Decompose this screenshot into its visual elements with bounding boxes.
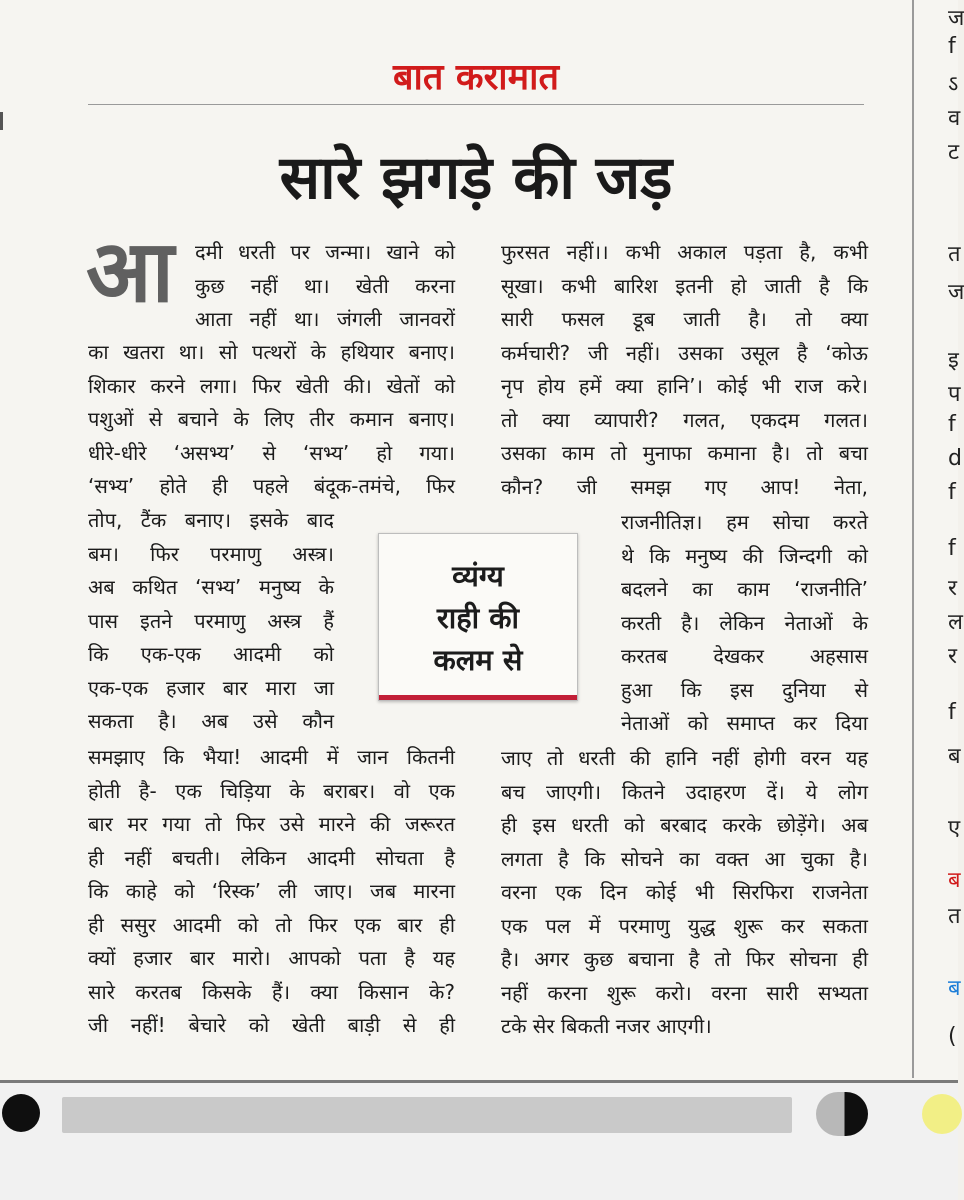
kicker-divider — [88, 104, 864, 105]
text-line: सूखा। कभी बारिश इतनी हो जाती है कि — [501, 273, 868, 298]
box-line-1: व्यंग्य — [452, 559, 504, 593]
text-line: आता नहीं था। जंगली जानवरों — [195, 307, 455, 331]
text-line: एक पल में परमाणु युद्ध शुरू कर सकता — [501, 913, 868, 938]
text-line: क्यों हजार बार मारो। आपको पता है यह — [88, 946, 455, 970]
fragment-text: f — [948, 700, 956, 725]
text-line: लगता है कि सोचने का वक्त आ चुका है। — [501, 846, 868, 871]
fragment-text: र — [948, 644, 957, 669]
col2-bottom-block — [501, 742, 868, 1044]
viewer-bottom-bar — [0, 1080, 958, 1200]
text-line: राजनीतिज्ञ। हम सोचा करते — [621, 510, 868, 534]
left-edge-mark — [0, 112, 3, 130]
col1-top-block — [195, 236, 455, 337]
col2-narrow-block — [621, 506, 868, 741]
fragment-text: ट — [948, 140, 960, 165]
text-line: कर्मचारी? जी नहीं। उसका उसूल है ‘कोऊ — [501, 340, 868, 365]
text-line: थे कि मनुष्य की जिन्दगी को — [621, 543, 868, 568]
fragment-text: त — [948, 904, 961, 929]
text-line: सकता है। अब उसे कौन — [88, 709, 334, 733]
text-line: अब कथित ‘सभ्य’ मनुष्य के — [88, 575, 334, 599]
horizontal-scroll-track[interactable] — [62, 1097, 792, 1133]
fragment-text: र — [948, 576, 957, 601]
fragment-text: इ — [948, 348, 959, 373]
text-line: तोप, टैंक बनाए। इसके बाद — [88, 508, 334, 532]
col1-bottom-block — [88, 741, 455, 1043]
text-line: सारे करतब किसके हैं। क्या किसान के? — [88, 979, 455, 1004]
fragment-text: d — [948, 446, 962, 471]
text-line: फुरसत नहीं।। कभी अकाल पड़ता है, कभी — [501, 240, 868, 264]
drop-cap: आ — [86, 222, 174, 322]
text-line: बच जाएगी। कितने उदाहरण दें। ये लोग — [501, 779, 868, 804]
text-line: टके सेर बिकती नजर आएगी। — [501, 1014, 712, 1038]
text-line: दमी धरती पर जन्मा। खाने को — [195, 240, 455, 264]
text-line: बार मर गया तो फिर उसे मारने की जरूरत — [88, 812, 455, 836]
section-kicker: बात करामात — [392, 57, 559, 98]
yellow-indicator-dot[interactable] — [922, 1094, 962, 1134]
text-line: नृप होय हमें क्या हानि’। कोई भी राज करे। — [501, 374, 868, 398]
text-line: कि काहे को ‘रिस्क’ ली जाए। जब मारना — [88, 879, 455, 903]
text-line: बदलने का काम ‘राजनीति’ — [621, 577, 868, 601]
box-line-2: राही की — [436, 601, 520, 635]
fragment-text-red: ब — [948, 868, 961, 893]
fragment-text: ज — [948, 6, 964, 31]
fragment-text: ब — [948, 744, 961, 769]
fragment-text: f — [948, 480, 956, 505]
adjacent-article-strip — [916, 0, 964, 1078]
text-line: ही नहीं बचती। लेकिन आदमी सोचता है — [88, 845, 455, 870]
fragment-text-blue: ब — [948, 976, 961, 1001]
fragment-text: त — [948, 242, 961, 267]
text-line: का खतरा था। सो पत्थरों के हथियार बनाए। — [88, 340, 455, 364]
text-line: ही ससुर आदमी को तो फिर एक बार ही — [88, 912, 455, 937]
text-line: होती है- एक चिड़िया के बराबर। वो एक — [88, 778, 455, 803]
text-line: करती है। लेकिन नेताओं के — [621, 610, 868, 635]
fragment-text: ज — [948, 280, 964, 305]
fragment-text: ए — [948, 816, 961, 841]
col1-narrow-block — [88, 504, 334, 739]
text-line: शिकार करने लगा। फिर खेती की। खेतों को — [88, 373, 455, 398]
text-line: बम। फिर परमाणु अस्त्र। — [88, 541, 334, 566]
text-line: वरना एक दिन कोई भी सिरफिरा राजनेता — [501, 880, 868, 904]
box-line-3: कलम से — [433, 643, 523, 677]
text-line: नेताओं को समाप्त कर दिया — [621, 711, 868, 735]
text-line: कौन? जी समझ गए आप! नेता, — [501, 474, 868, 499]
fragment-text: प — [948, 382, 961, 407]
text-line: उसका काम तो मुनाफा कमाना है। तो बचा — [501, 441, 868, 465]
column-label-box — [378, 533, 578, 701]
text-line: धीरे-धीरे ‘असभ्य’ से ‘सभ्य’ हो गया। — [88, 440, 455, 465]
text-line: पास इतने परमाणु अस्त्र हैं — [88, 608, 334, 633]
text-line: ‘सभ्य’ होते ही पहले बंदूक-तमंचे, फिर — [88, 474, 455, 498]
text-line: एक-एक हजार बार मारा जा — [88, 675, 334, 700]
text-line: करतब देखकर अहसास — [621, 644, 868, 668]
text-line: ही इस धरती को बरबाद करके छोड़ेंगे। अब — [501, 813, 868, 837]
fragment-text: f — [948, 536, 956, 561]
text-line: नहीं करना शुरू करो। वरना सारी सभ्यता — [501, 980, 868, 1005]
text-line: कि एक-एक आदमी को — [88, 642, 334, 666]
text-line: हुआ कि इस दुनिया से — [621, 677, 868, 702]
text-line: तो क्या व्यापारी? गलत, एकदम गलत। — [501, 407, 868, 432]
text-line: है। अगर कुछ बचाना है तो फिर सोचना ही — [501, 947, 868, 971]
bottom-bar-border — [0, 1080, 958, 1083]
text-line: कुछ नहीं था। खेती करना — [195, 273, 455, 298]
text-line: समझाए कि भैया! आदमी में जान कितनी — [88, 745, 455, 769]
col1-full-block — [88, 336, 455, 504]
text-line: पशुओं से बचाने के लिए तीर कमान बनाए। — [88, 407, 455, 431]
scroll-left-button[interactable] — [2, 1094, 40, 1132]
fragment-text: f — [948, 412, 956, 437]
fragment-text: ऽ — [948, 72, 959, 97]
text-line: सारी फसल डूब जाती है। तो क्या — [501, 307, 868, 331]
fragment-text: ( — [948, 1024, 957, 1049]
fragment-text: ल — [948, 610, 963, 635]
text-line: जी नहीं! बेचारे को खेती बाड़ी से ही — [88, 1013, 455, 1037]
box-red-stripe — [379, 695, 577, 700]
fragment-text: व — [948, 106, 961, 131]
fragment-text: f — [948, 34, 956, 59]
text-line: जाए तो धरती की हानि नहीं होगी वरन यह — [501, 746, 868, 770]
column-divider — [912, 0, 914, 1078]
col2-top-block — [501, 236, 868, 504]
article-headline: सारे झगड़े की जड़ — [279, 143, 673, 213]
scroll-thumb-handle[interactable] — [816, 1092, 868, 1136]
